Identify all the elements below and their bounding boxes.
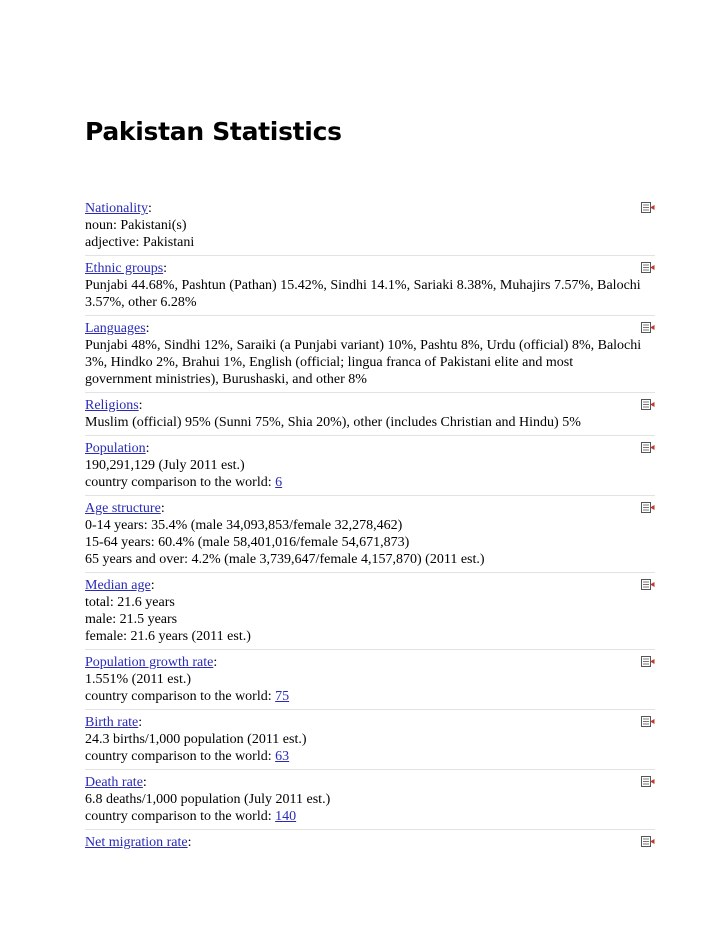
definition-icon[interactable] [641, 442, 655, 453]
field-label-row [85, 834, 655, 851]
entry-value-line: adjective: Pakistani [85, 235, 195, 250]
entry-age-structure [85, 500, 655, 573]
definition-icon[interactable] [641, 399, 655, 410]
entry-birth-rate [85, 714, 655, 770]
entry-value-line: government ministries), Burushaski, and other 8% [85, 372, 367, 387]
field-link-religions[interactable]: Religions [85, 398, 139, 413]
field-colon: : [148, 201, 152, 216]
country-comparison [85, 748, 655, 765]
comparison-label: country comparison to the world: [85, 475, 276, 490]
rank-link[interactable]: 63 [275, 749, 290, 764]
entry-value-line: 24.3 births/1,000 population (2011 est.) [85, 732, 307, 747]
rank-link[interactable]: 6 [275, 475, 283, 490]
field-colon: : [138, 398, 143, 413]
field-label-row [85, 654, 655, 671]
field-colon: : [138, 715, 143, 730]
field-label-row [85, 714, 655, 731]
entry-value-line: male: 21.5 years [85, 612, 178, 627]
entry-value-line: 1.551% (2011 est.) [85, 672, 192, 687]
field-link-languages[interactable]: Languages [85, 321, 146, 336]
entry-value-line: Muslim (official) 95% (Sunni 75%, Shia 20%), other (includes Christian and Hindu) 5% [85, 415, 581, 430]
country-comparison [85, 808, 655, 825]
field-link-population[interactable]: Population [85, 441, 146, 456]
field-colon: : [142, 775, 147, 790]
field-colon: : [187, 835, 192, 850]
field-link-death-rate[interactable]: Death rate [85, 775, 143, 790]
field-colon: : [150, 578, 155, 593]
definition-icon[interactable] [641, 322, 655, 333]
entry-population [85, 440, 655, 496]
field-link-median-age[interactable]: Median age [85, 578, 151, 593]
field-colon: : [163, 261, 168, 276]
definition-icon[interactable] [641, 262, 655, 273]
page-title: Pakistan Statistics [85, 117, 342, 146]
field-link-population-growth-rate[interactable]: Population growth rate [85, 655, 214, 670]
field-label-row [85, 320, 655, 337]
field-colon: : [145, 441, 150, 456]
entry-population-growth-rate [85, 654, 655, 710]
definition-icon[interactable] [641, 502, 655, 513]
statistics-list [85, 200, 655, 859]
definition-icon[interactable] [641, 716, 655, 727]
entry-value-line: female: 21.6 years (2011 est.) [85, 629, 251, 644]
entry-median-age [85, 577, 655, 650]
entry-value-line: Punjabi 44.68%, Pashtun (Pathan) 15.42%, Sindhi 14.1%, Sariaki 8.38%, Muhajirs 7.57%, Balochi [85, 278, 641, 293]
comparison-label: country comparison to the world: [85, 689, 276, 704]
entry-religions [85, 397, 655, 436]
field-colon: : [160, 501, 165, 516]
rank-link[interactable]: 75 [275, 689, 290, 704]
comparison-label: country comparison to the world: [85, 809, 276, 824]
field-colon: : [213, 655, 218, 670]
field-link-birth-rate[interactable]: Birth rate [85, 715, 139, 730]
field-label-row [85, 577, 655, 594]
comparison-label: country comparison to the world: [85, 749, 276, 764]
field-label-row [85, 260, 655, 277]
entry-ethnic-groups [85, 260, 655, 316]
field-link-nationality[interactable]: Nationality [85, 201, 148, 216]
country-comparison [85, 474, 655, 491]
entry-death-rate [85, 774, 655, 830]
entry-value-line: 190,291,129 (July 2011 est.) [85, 458, 245, 473]
entry-net-migration-rate [85, 834, 655, 855]
entry-value-line: 3%, Hindko 2%, Brahui 1%, English (official; lingua franca of Pakistani elite and most [85, 355, 574, 370]
entry-value-line: noun: Pakistani(s) [85, 218, 187, 233]
definition-icon[interactable] [641, 836, 655, 847]
entry-value-line: 0-14 years: 35.4% (male 34,093,853/female 32,278,462) [85, 518, 403, 533]
field-label-row [85, 774, 655, 791]
field-label-row [85, 440, 655, 457]
entry-value-line: Punjabi 48%, Sindhi 12%, Saraiki (a Punjabi variant) 10%, Pashtu 8%, Urdu (official) 8%, Balochi [85, 338, 642, 353]
entry-value-line: 3.57%, other 6.28% [85, 295, 197, 310]
field-label-row [85, 500, 655, 517]
entry-languages [85, 320, 655, 393]
rank-link[interactable]: 140 [275, 809, 297, 824]
field-link-ethnic-groups[interactable]: Ethnic groups [85, 261, 164, 276]
entry-nationality [85, 200, 655, 256]
field-link-age-structure[interactable]: Age structure [85, 501, 161, 516]
definition-icon[interactable] [641, 656, 655, 667]
field-label-row [85, 397, 655, 414]
definition-icon[interactable] [641, 579, 655, 590]
field-label-row [85, 200, 655, 217]
definition-icon[interactable] [641, 776, 655, 787]
entry-value-line: 15-64 years: 60.4% (male 58,401,016/female 54,671,873) [85, 535, 410, 550]
entry-value-line: 6.8 deaths/1,000 population (July 2011 est.) [85, 792, 331, 807]
entry-value-line: total: 21.6 years [85, 595, 175, 610]
definition-icon[interactable] [641, 202, 655, 213]
field-link-net-migration-rate[interactable]: Net migration rate [85, 835, 188, 850]
entry-value-line: 65 years and over: 4.2% (male 3,739,647/female 4,157,870) (2011 est.) [85, 552, 485, 567]
field-colon: : [145, 321, 150, 336]
country-comparison [85, 688, 655, 705]
